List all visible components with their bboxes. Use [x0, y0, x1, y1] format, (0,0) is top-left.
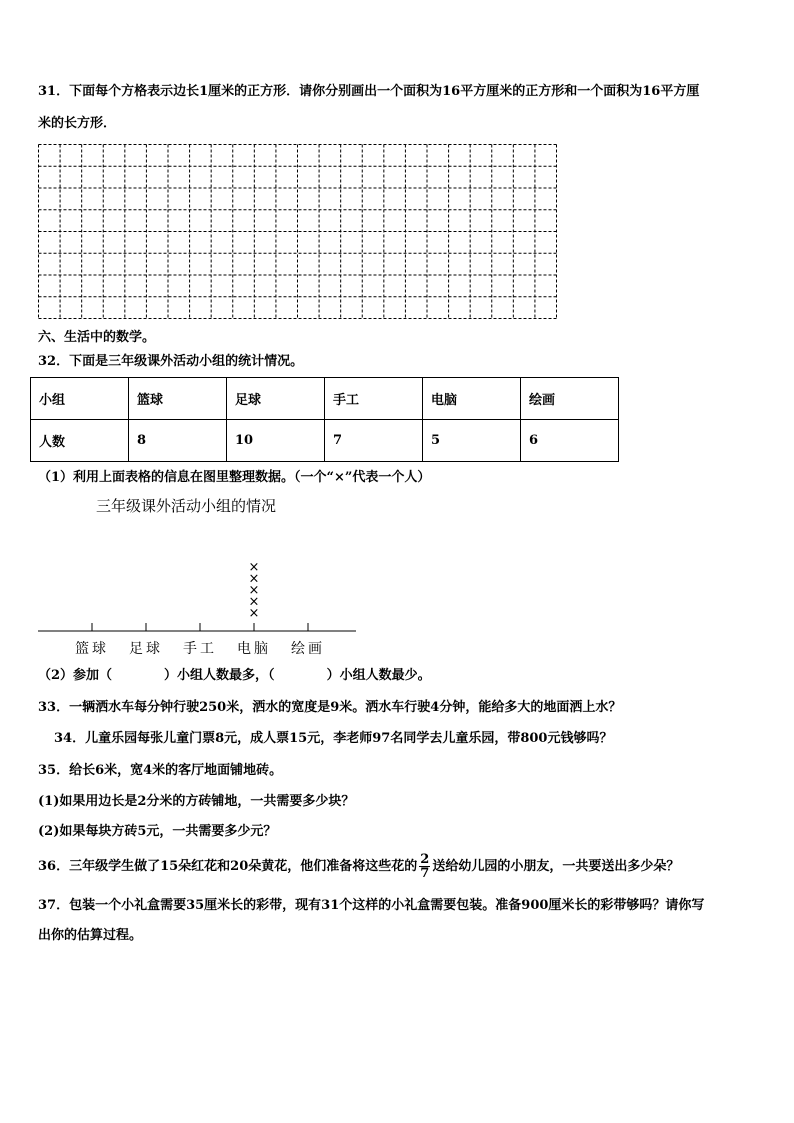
chart-category-label: 绘画	[291, 641, 325, 657]
pictograph-chart[interactable]	[30, 540, 370, 670]
q32-part2	[38, 668, 431, 684]
table-cell: 7	[325, 420, 423, 462]
q37-line1: 37．包装一个小礼盒需要35厘米长的彩带，现有31个这样的小礼盒需要包装。准备900厘米长的彩带够吗？请你写	[38, 898, 705, 913]
chart-marker: ×	[248, 571, 260, 587]
table-cell: 电脑	[423, 378, 521, 420]
chart-category-label: 电脑	[237, 641, 271, 657]
table-cell: 6	[521, 420, 619, 462]
q35-part2: (2)如果每块方砖5元，一共需要多少元？	[38, 824, 277, 839]
q36-text-a: 36．三年级学生做了15朵红花和20朵黄花，他们准备将这些花的	[38, 859, 418, 874]
table-cell: 足球	[227, 378, 325, 420]
table-cell: 10	[227, 420, 325, 462]
chart-category-label: 手工	[183, 641, 217, 657]
q35-part1: (1)如果用边长是2分米的方砖铺地，一共需要多少块？	[38, 794, 355, 809]
section-title: 六、生活中的数学。	[38, 330, 156, 345]
chart-category-label: 足球	[129, 641, 163, 657]
q33-text: 33．一辆洒水车每分钟行驶250米，洒水的宽度是9米。洒水车行驶4分钟，能给多大的地面洒上水？	[38, 700, 622, 715]
q31-line2: 米的长方形．	[38, 116, 117, 131]
stats-table	[30, 377, 619, 462]
q34-text: 34．儿童乐园每张儿童门票8元，成人票15元，李老师97名同学去儿童乐园，带800元钱够吗？	[54, 731, 613, 746]
q36-line	[38, 852, 679, 882]
table-cell: 小组	[31, 378, 129, 420]
q36-text-b: 送给幼儿园的小朋友，一共要送出多少朵？	[432, 859, 680, 874]
table-row-header	[31, 378, 619, 420]
table-cell: 人数	[31, 420, 129, 462]
fraction-numerator: 2	[420, 852, 430, 867]
q32-title: 32．下面是三年级课外活动小组的统计情况。	[38, 354, 304, 369]
chart-marker: ×	[248, 594, 260, 610]
q32-part2-c: ）小组人数最少。	[326, 668, 431, 683]
chart-marker: ×	[248, 583, 260, 598]
table-cell: 5	[423, 420, 521, 462]
chart-title: 三年级课外活动小组的情况	[96, 497, 277, 515]
table-row-values	[31, 420, 619, 462]
table-cell: 绘画	[521, 378, 619, 420]
table-cell: 8	[129, 420, 227, 462]
q31-line1: 31．下面每个方格表示边长1厘米的正方形．请你分别画出一个面积为16平方厘米的正方形和一个面积为16平方厘	[38, 84, 700, 99]
table-cell: 篮球	[129, 378, 227, 420]
q37-line2: 出你的估算过程。	[38, 928, 143, 943]
fraction-denominator: 7	[420, 866, 430, 881]
chart-marker: ×	[248, 560, 260, 575]
q32-part2-b: ）小组人数最多，（	[164, 668, 275, 683]
table-cell: 手工	[325, 378, 423, 420]
chart-marker: ×	[248, 606, 260, 621]
q32-part1: （1）利用上面表格的信息在图里整理数据。（一个“×”代表一个人）	[38, 470, 431, 485]
q32-part2-a: （2）参加（	[38, 668, 113, 683]
chart-category-label: 篮球	[75, 641, 109, 657]
fraction	[419, 853, 430, 880]
square-grid[interactable]	[38, 144, 558, 320]
q35-title: 35．给长6米，宽4米的客厅地面铺地砖。	[38, 763, 283, 778]
